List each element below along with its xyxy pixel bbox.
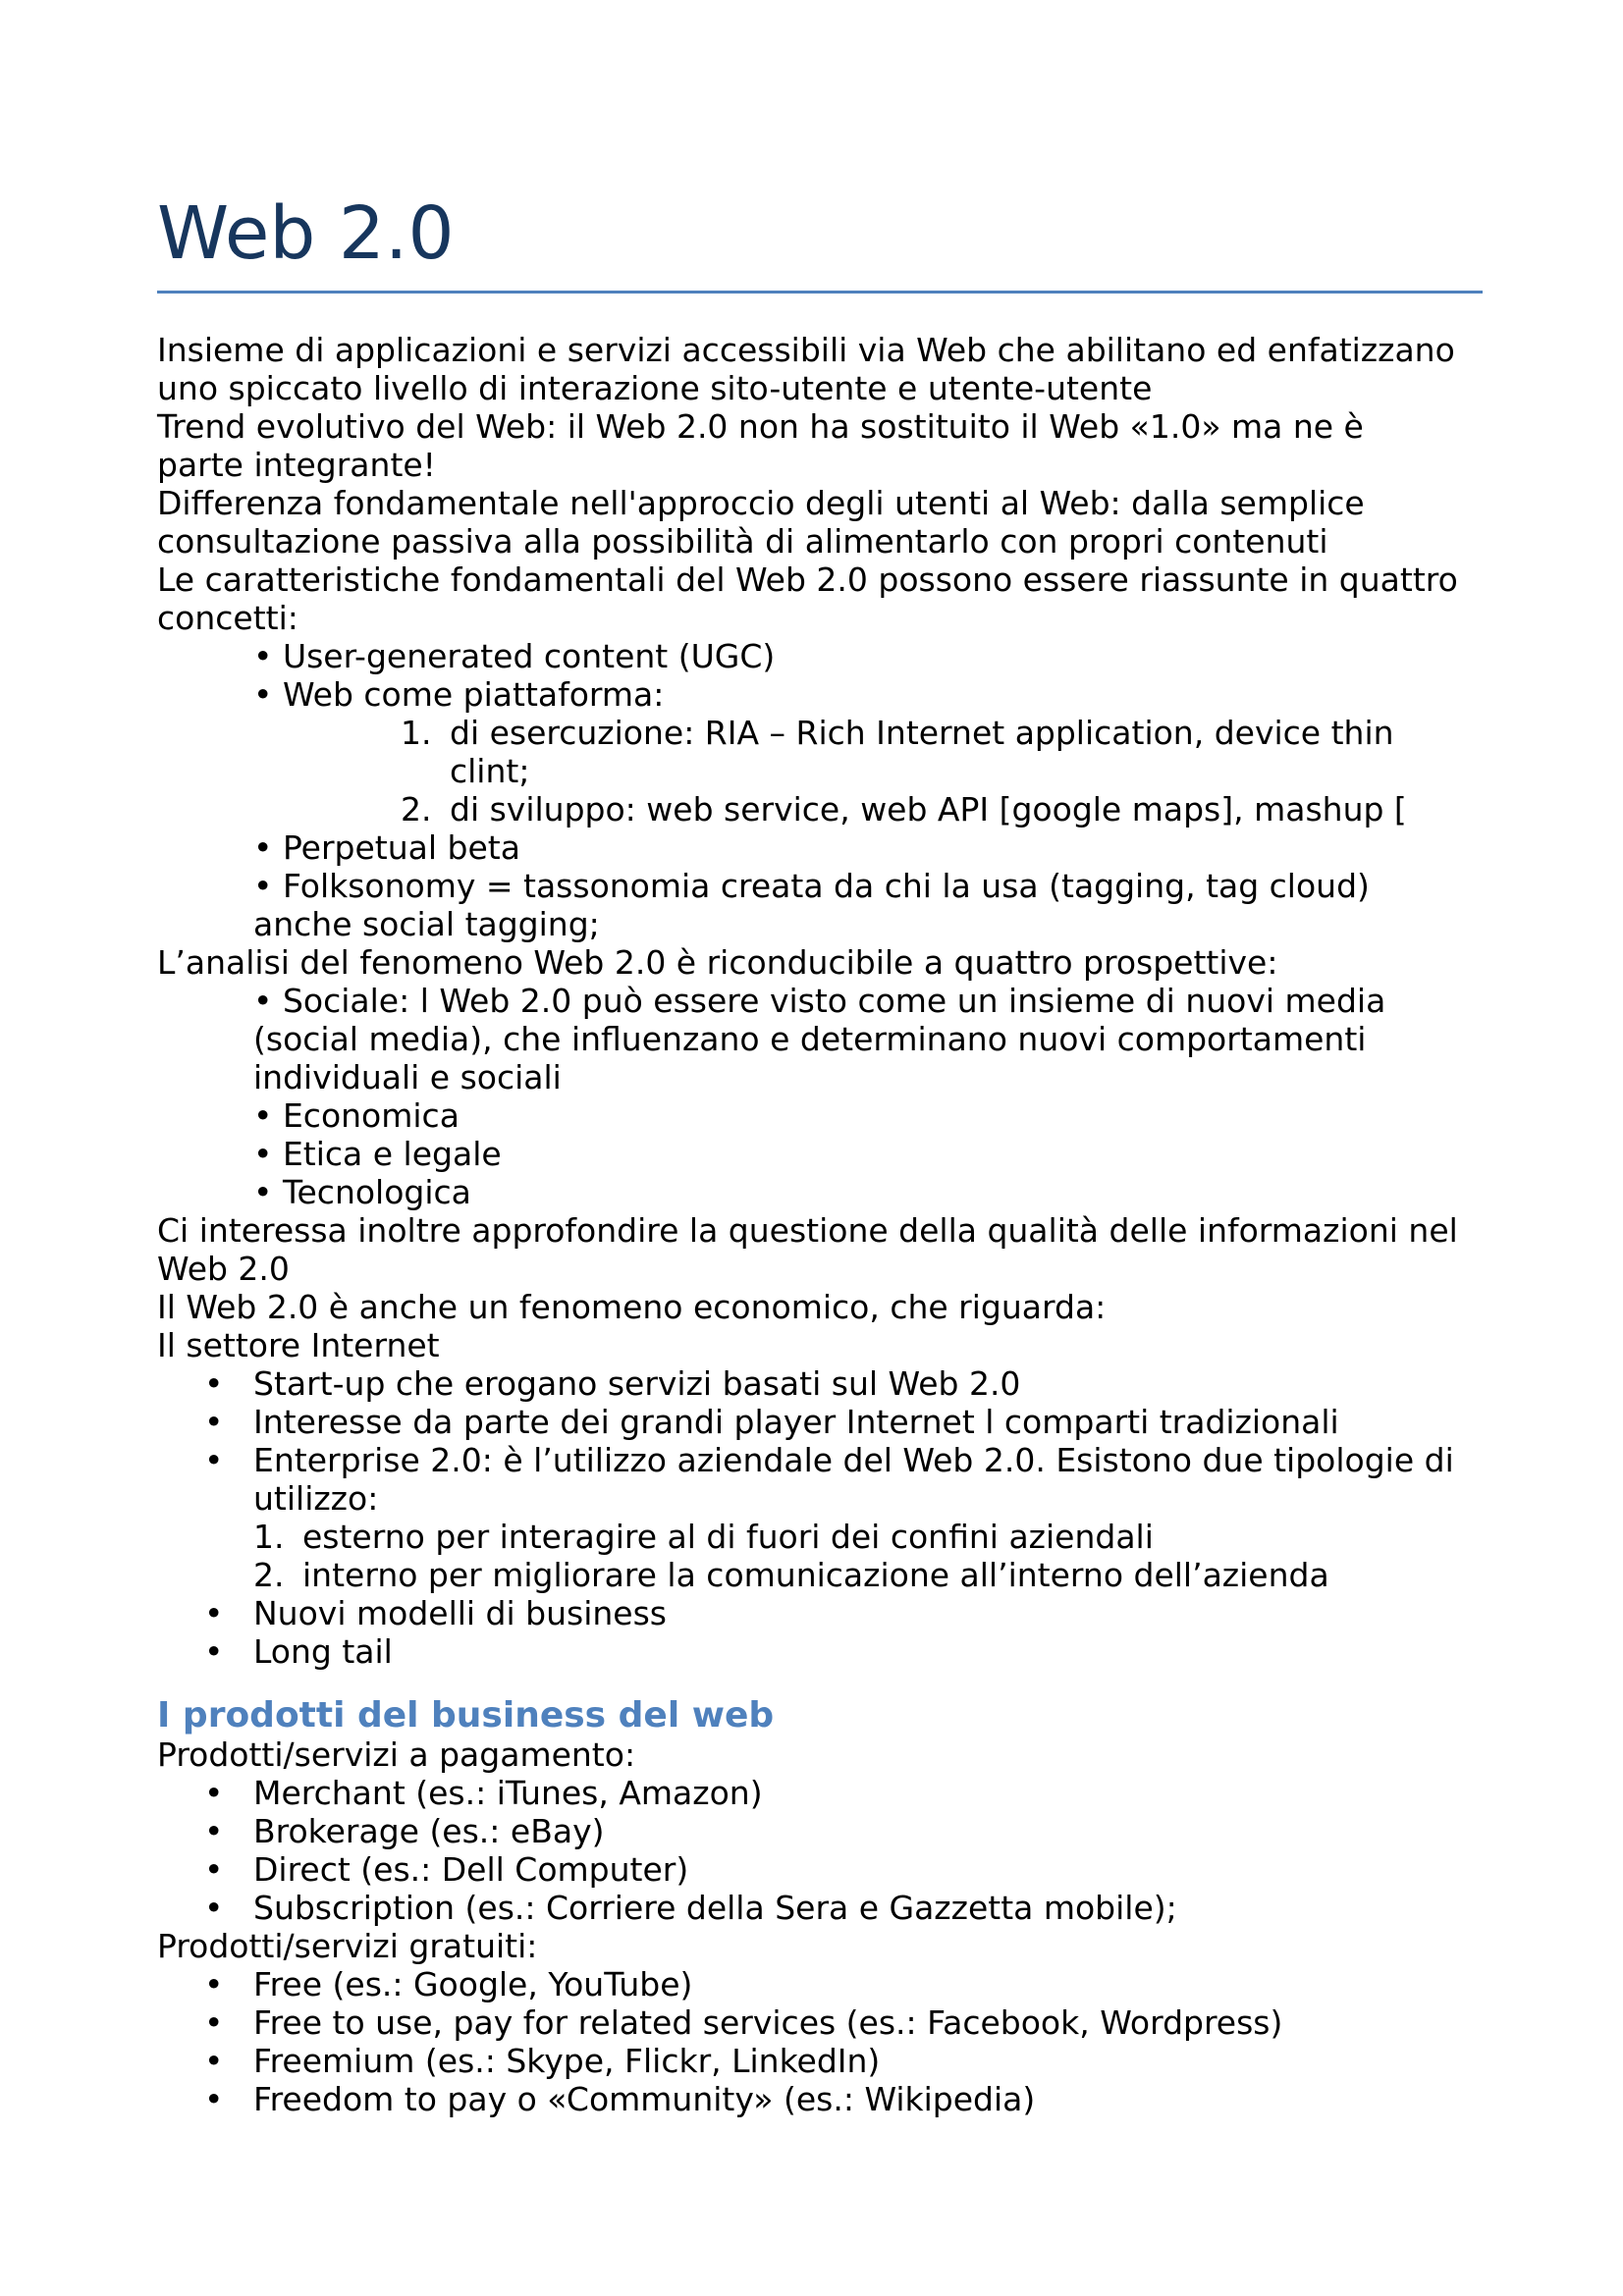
list-item xyxy=(157,1812,1483,1850)
analysis-lead: L’analisi del fenomeno Web 2.0 è riconducibile a quattro prospettive: xyxy=(157,943,1278,982)
paragraph-line: Insieme di applicazioni e servizi accessibili via Web che abilitano ed enfatizzano xyxy=(157,331,1455,369)
analysis-economica: • Economica xyxy=(253,1096,460,1135)
list-text: Interesse da parte dei grandi player Internet l comparti tradizionali xyxy=(253,1403,1339,1441)
concept-beta: • Perpetual beta xyxy=(253,828,520,867)
concept-folksonomy-continuation: anche social tagging; xyxy=(253,905,600,943)
list-text: Start-up che erogano servizi basati sul Web 2.0 xyxy=(253,1364,1021,1403)
list-item xyxy=(157,1364,1483,1403)
bullet: • xyxy=(204,2003,224,2042)
document-page xyxy=(157,0,1483,2118)
list-text: Merchant (es.: iTunes, Amazon) xyxy=(253,1774,763,1812)
list-item xyxy=(157,1441,1483,1479)
bullet: • xyxy=(204,1850,224,1889)
bullet: • xyxy=(204,1889,224,1927)
numbered-item xyxy=(157,1556,1483,1594)
list-number: 2. xyxy=(253,1556,285,1594)
paragraph-line: consultazione passiva alla possibilità di alimentarlo con propri contenuti xyxy=(157,522,1328,561)
numbered-item xyxy=(157,1518,1483,1556)
bullet: • xyxy=(204,1632,224,1671)
list-item xyxy=(157,2080,1483,2118)
list-text: interno per migliorare la comunicazione all’interno dell’azienda xyxy=(302,1556,1329,1594)
paragraph-line: Prodotti/servizi gratuiti: xyxy=(157,1927,538,1965)
platform-item xyxy=(157,790,1483,828)
list-text: Long tail xyxy=(253,1632,393,1671)
document-body xyxy=(157,331,1483,2118)
paragraph-line: Prodotti/servizi a pagamento: xyxy=(157,1735,636,1774)
list-text: Freedom to pay o «Community» (es.: Wikipedia) xyxy=(253,2080,1036,2118)
list-item xyxy=(157,1632,1483,1671)
bullet: • xyxy=(204,1403,224,1441)
list-text: Subscription (es.: Corriere della Sera e Gazzetta mobile); xyxy=(253,1889,1177,1927)
list-item xyxy=(157,1889,1483,1927)
list-text: Direct (es.: Dell Computer) xyxy=(253,1850,689,1889)
list-item xyxy=(157,2042,1483,2080)
list-text: Nuovi modelli di business xyxy=(253,1594,667,1632)
analysis-etica: • Etica e legale xyxy=(253,1135,502,1173)
list-text: Enterprise 2.0: è l’utilizzo aziendale del Web 2.0. Esistono due tipologie di xyxy=(253,1441,1454,1479)
paragraph-line: concetti: xyxy=(157,599,298,637)
concept-platform: • Web come piattaforma: xyxy=(253,675,665,714)
bullet: • xyxy=(204,1364,224,1403)
list-text: di esercuzione: RIA – Rich Internet application, device thin xyxy=(450,714,1394,752)
analysis-social-line: individuali e sociali xyxy=(253,1058,562,1096)
list-text: Free (es.: Google, YouTube) xyxy=(253,1965,693,2003)
list-item xyxy=(157,1774,1483,1812)
section-heading: I prodotti del business del web xyxy=(157,1695,775,1735)
paragraph-line: uno spiccato livello di interazione sito-utente e utente-utente xyxy=(157,369,1153,407)
concept-ugc: • User-generated content (UGC) xyxy=(253,637,776,675)
analysis-tecnologica: • Tecnologica xyxy=(253,1173,471,1211)
analysis-social-line: (social media), che influenzano e determinano nuovi comportamenti xyxy=(253,1020,1367,1058)
paragraph-line: parte integrante! xyxy=(157,446,436,484)
bullet: • xyxy=(204,1441,224,1479)
list-text: Freemium (es.: Skype, Flickr, LinkedIn) xyxy=(253,2042,881,2080)
list-item xyxy=(157,1965,1483,2003)
platform-item-continuation: clint; xyxy=(450,752,530,790)
list-text: esterno per interagire al di fuori dei confini aziendali xyxy=(302,1518,1154,1556)
page-title: Web 2.0 xyxy=(157,188,1483,294)
list-text: di sviluppo: web service, web API [google maps], mashup [ xyxy=(450,790,1407,828)
list-text: Brokerage (es.: eBay) xyxy=(253,1812,605,1850)
bullet: • xyxy=(204,1812,224,1850)
analysis-social-line: • Sociale: l Web 2.0 può essere visto come un insieme di nuovi media xyxy=(253,982,1386,1020)
platform-item xyxy=(157,714,1483,752)
list-item xyxy=(157,1403,1483,1441)
list-item xyxy=(157,2003,1483,2042)
paragraph-line: Il settore Internet xyxy=(157,1326,440,1364)
paragraph-line: Il Web 2.0 è anche un fenomeno economico, che riguarda: xyxy=(157,1288,1107,1326)
paragraph-line: Ci interessa inoltre approfondire la questione della qualità delle informazioni nel xyxy=(157,1211,1458,1250)
list-number: 1. xyxy=(253,1518,285,1556)
bullet: • xyxy=(204,1965,224,2003)
list-number: 2. xyxy=(401,790,432,828)
paragraph-line: Web 2.0 xyxy=(157,1250,290,1288)
list-item xyxy=(157,1594,1483,1632)
bullet: • xyxy=(204,1594,224,1632)
concept-folksonomy: • Folksonomy = tassonomia creata da chi la usa (tagging, tag cloud) xyxy=(253,867,1370,905)
list-text: Free to use, pay for related services (es.: Facebook, Wordpress) xyxy=(253,2003,1283,2042)
list-item-continuation: utilizzo: xyxy=(253,1479,379,1518)
bullet: • xyxy=(204,2042,224,2080)
paragraph-line: Trend evolutivo del Web: il Web 2.0 non ha sostituito il Web «1.0» ma ne è xyxy=(157,407,1364,446)
paragraph-line: Le caratteristiche fondamentali del Web 2.0 possono essere riassunte in quattro xyxy=(157,561,1458,599)
bullet: • xyxy=(204,2080,224,2118)
bullet: • xyxy=(204,1774,224,1812)
paragraph-line: Differenza fondamentale nell'approccio degli utenti al Web: dalla semplice xyxy=(157,484,1365,522)
list-item xyxy=(157,1850,1483,1889)
list-number: 1. xyxy=(401,714,432,752)
